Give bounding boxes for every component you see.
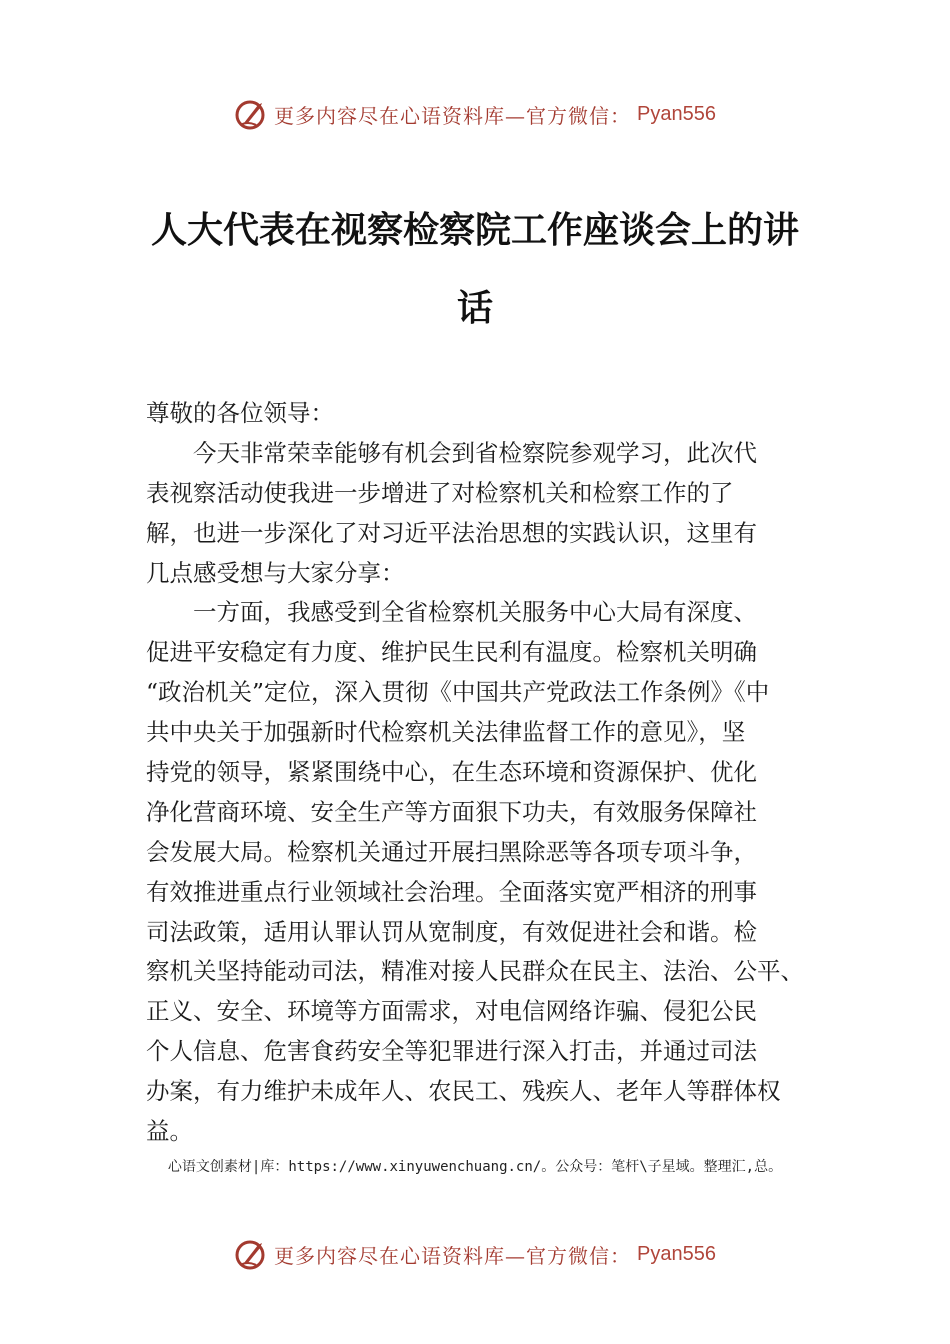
body-line: 一方面，我感受到全省检察机关服务中心大局有深度、 xyxy=(146,598,757,627)
body-line: 解，也进一步深化了对习近平法治思想的实践认识，这里有 xyxy=(146,518,757,547)
banner-brand-text: 更多内容尽在心语资料库—官方微信： xyxy=(274,1243,632,1268)
body-line: 促进平安稳定有力度、维护民生民利有温度。检察机关明确 xyxy=(146,638,757,667)
body-line: 会发展大局。检察机关通过开展扫黑除恶等各项专项斗争， xyxy=(146,837,757,866)
body-line: 持党的领导，紧紧围绕中心，在生态环境和资源保护、优化 xyxy=(146,758,757,787)
source-footnote: 心语文创素材|库：https://www.xinyuwenchuang.cn/。公众号：笔杆\子星域。整理汇,总。 xyxy=(167,1159,783,1175)
body-line: 尊敬的各位领导： xyxy=(146,399,334,427)
banner-wechat-account: Pyan556 xyxy=(637,1242,716,1265)
body-line: 净化营商环境、安全生产等方面狠下功夫，有效服务保障社 xyxy=(146,797,757,826)
body-line: 益。 xyxy=(146,1117,193,1146)
body-line: 共中央关于加强新时代检察机关法律监督工作的意见》，坚 xyxy=(146,718,746,747)
footer-banner xyxy=(0,1232,950,1276)
header-banner xyxy=(0,92,950,136)
body-line: 察机关坚持能动司法，精准对接人民群众在民主、法治、公平、 xyxy=(146,957,804,986)
body-line: 有效推进重点行业领域社会治理。全面落实宽严相济的刑事 xyxy=(146,877,757,906)
document-title-line-2: 话 xyxy=(456,287,493,329)
body-line: 办案，有力维护未成年人、农民工、残疾人、老年人等群体权 xyxy=(146,1077,781,1106)
body-line: 今天非常荣幸能够有机会到省检察院参观学习，此次代 xyxy=(146,438,757,467)
body-line: 正义、安全、环境等方面需求，对电信网络诈骗、侵犯公民 xyxy=(146,997,757,1026)
body-line: “政治机关”定位，深入贯彻《中国共产党政法工作条例》《中 xyxy=(146,678,770,707)
document-title-line-1: 人大代表在视察检察院工作座谈会上的讲 xyxy=(150,209,799,251)
body-line: 司法政策，适用认罪认罚从宽制度，有效促进社会和谐。检 xyxy=(146,917,757,946)
speech-body xyxy=(146,394,846,1152)
quill-logo-icon xyxy=(234,97,268,131)
banner-wechat-account: Pyan556 xyxy=(637,102,716,125)
quill-logo-icon xyxy=(234,1237,268,1271)
banner-brand-text: 更多内容尽在心语资料库—官方微信： xyxy=(274,103,632,128)
body-line: 表视察活动使我进一步增进了对检察机关和检察工作的了 xyxy=(146,478,734,507)
body-line: 几点感受想与大家分享： xyxy=(146,558,405,587)
body-line: 个人信息、危害食药安全等犯罪进行深入打击，并通过司法 xyxy=(146,1037,757,1066)
